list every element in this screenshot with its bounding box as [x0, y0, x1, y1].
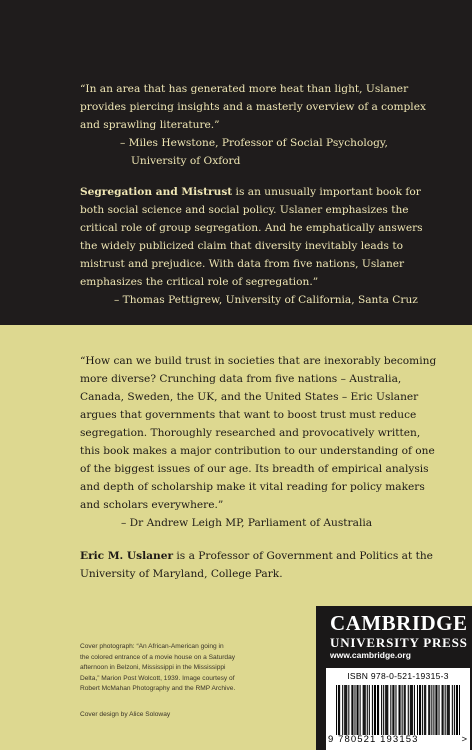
review-pettigrew-attribution: – Thomas Pettigrew, University of California, Santa Cruz	[114, 294, 418, 306]
review-hewstone-attribution-1: – Miles Hewstone, Professor of Social Psychology,	[120, 137, 388, 149]
review-leigh-line-1: “How can we build trust in societies that are inexorably becoming	[80, 355, 437, 367]
barcode-arrow: >	[461, 734, 467, 745]
isbn-number: ISBN 978-0-521-19315-3	[347, 671, 449, 681]
review-leigh-line-7: of the biggest issues of our age. Its breadth of empirical analysis	[80, 463, 429, 475]
author-bio-line-1	[80, 547, 433, 565]
review-leigh-attribution: – Dr Andrew Leigh MP, Parliament of Australia	[121, 517, 373, 529]
review-leigh-line-3: Canada, Sweden, the UK, and the United States – Eric Uslaner	[80, 391, 419, 403]
isbn-barcode	[326, 668, 470, 750]
review-leigh-line-8: and depth of scholarship make it vital reading for policy makers	[80, 481, 425, 493]
review-pettigrew-line-6: emphasizes the critical role of segregation.”	[80, 276, 319, 288]
publisher-logo	[330, 612, 470, 650]
review-pettigrew-line-4: the widely publicized claim that diversity inevitably leads to	[80, 240, 403, 252]
review-pettigrew-line-5: mistrust and prejudice. With data from five nations, Uslaner	[80, 258, 405, 270]
publisher-name-line-2: UNIVERSITY PRESS	[330, 635, 468, 650]
review-pettigrew-line-3: critical role of group segregation. And he emphatically answers	[80, 222, 423, 234]
review-pettigrew-line-1	[80, 183, 421, 201]
review-hewstone-line-3: and sprawling literature.”	[80, 119, 220, 131]
cover-photo-credit-line-3: afternoon in Belzoni, Mississippi in the Mississippi	[80, 664, 226, 672]
review-leigh-line-5: segregation. Thoroughly researched and provocatively written,	[80, 427, 421, 439]
review-pettigrew-line-1-rest: is an unusually important book for	[232, 186, 421, 198]
cover-photo-credit-line-4: Delta,” Marion Post Wolcott, 1939. Image courtesy of	[80, 674, 235, 682]
author-name: Eric M. Uslaner	[80, 550, 174, 562]
author-bio-line-2: University of Maryland, College Park.	[80, 568, 283, 580]
cover-photo-credit-line-2: the colored entrance of a movie house on a Saturday	[80, 653, 236, 661]
publisher-block	[316, 606, 472, 750]
book-title: Segregation and Mistrust	[80, 186, 233, 198]
reviews-panel-dark	[0, 0, 472, 325]
review-leigh-line-9: and scholars everywhere.”	[80, 499, 224, 511]
publisher-name-line-1: CAMBRIDGE	[330, 611, 468, 635]
review-hewstone-attribution-2: University of Oxford	[131, 155, 241, 167]
cover-photo-credit	[80, 642, 280, 695]
author-bio-line-1-rest: is a Professor of Government and Politics at the	[173, 550, 433, 562]
review-pettigrew-line-2: both social science and social policy. Uslaner emphasizes the	[80, 204, 409, 216]
review-leigh-line-4: argues that governments that want to boost trust must reduce	[80, 409, 417, 421]
review-hewstone-line-1: “In an area that has generated more heat than light, Uslaner	[80, 83, 409, 95]
publisher-url: www.cambridge.org	[330, 650, 411, 660]
review-hewstone-line-2: provides piercing insights and a masterly overview of a complex	[80, 101, 426, 113]
review-leigh-line-2: more diverse? Crunching data from five nations – Australia,	[80, 373, 402, 385]
barcode-digits: 9 780521 193153	[328, 734, 419, 745]
barcode-graphic	[336, 685, 460, 735]
cover-photo-credit-line-1: Cover photograph: “An African-American going in	[80, 643, 224, 650]
review-leigh-line-6: this book makes a major contribution to our understanding of one	[80, 445, 435, 457]
cover-photo-credit-line-5: Robert McMahan Photography and the RMP Archive.	[80, 685, 236, 693]
cover-design-credit: Cover design by Alice Soloway	[80, 711, 171, 718]
